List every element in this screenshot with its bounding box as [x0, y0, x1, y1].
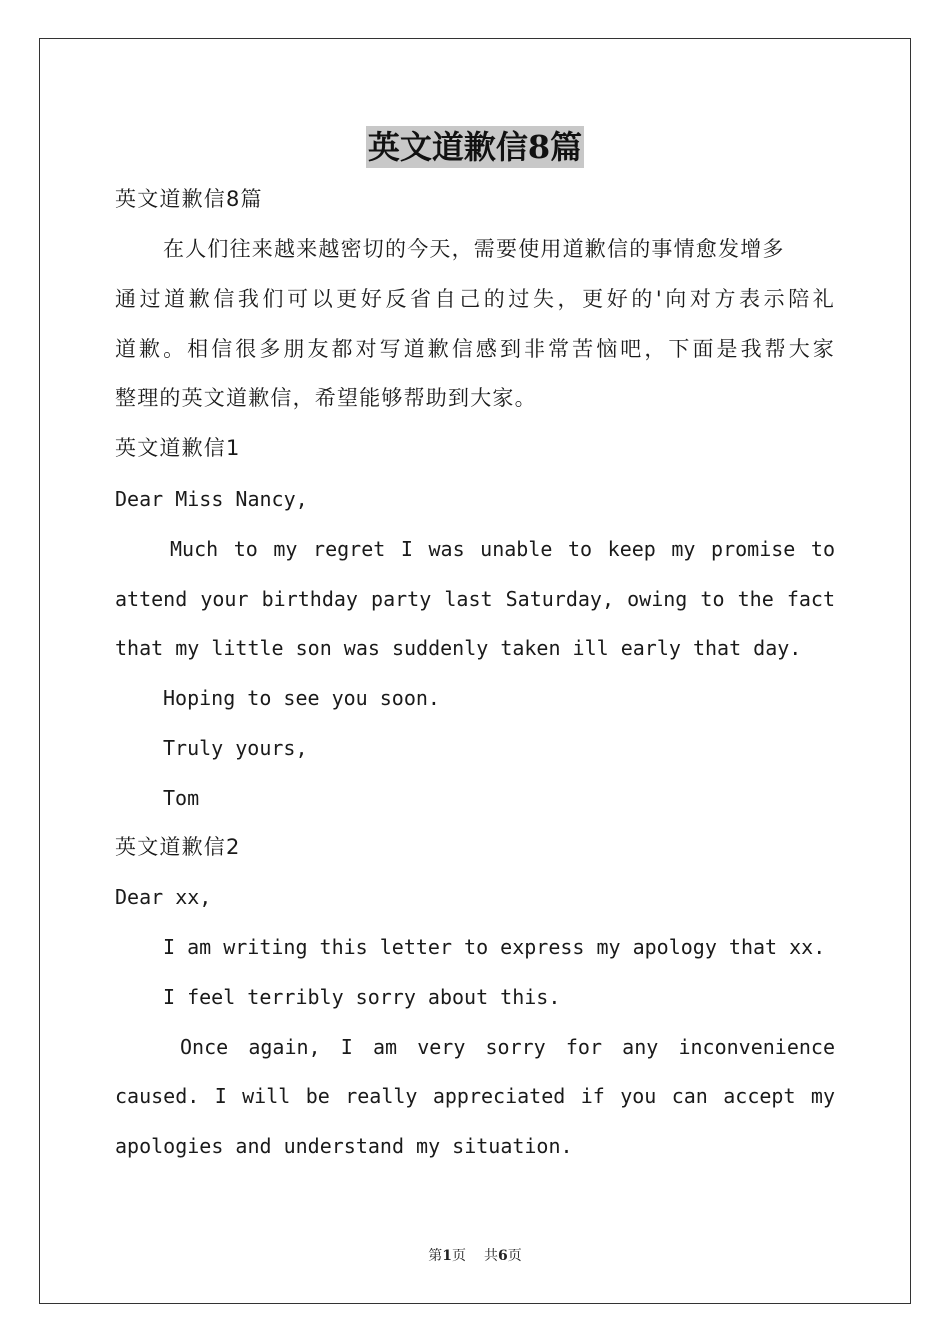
- document-title: 英文道歉信8篇: [367, 128, 583, 166]
- letter1-salutation: Dear Miss Nancy,: [115, 487, 308, 511]
- total-pages: 6: [498, 1248, 508, 1264]
- total-prefix: 共: [484, 1248, 498, 1264]
- letter2-body-line-1: Once again, I am very sorry for any inconvenience: [180, 1035, 835, 1059]
- letter1-closing: Truly yours,: [163, 736, 308, 760]
- letter2-body-line-3: apologies and understand my situation.: [115, 1134, 573, 1158]
- letter2-heading: 英文道歉信2: [115, 835, 241, 859]
- letter2-line-2: I feel terribly sorry about this.: [163, 985, 561, 1009]
- letter1-closing-hope: Hoping to see you soon.: [163, 686, 440, 710]
- intro-line-3: 道歉。相信很多朋友都对写道歉信感到非常苦恼吧，下面是我帮大家: [115, 337, 835, 361]
- letter2-body-line-2: caused. I will be really appreciated if you can accept my: [115, 1084, 835, 1108]
- page-border: [39, 38, 911, 1304]
- letter1-heading: 英文道歉信1: [115, 436, 241, 460]
- letter1-body-line-3: that my little son was suddenly taken ill early that day.: [115, 636, 802, 660]
- letter1-body-line-1: Much to my regret I was unable to keep my promise to: [170, 537, 835, 561]
- letter2-line-1: I am writing this letter to express my apology that xx.: [163, 935, 826, 959]
- letter1-body-line-2: attend your birthday party last Saturday, owing to the fact: [115, 587, 835, 611]
- page-suffix: 页: [452, 1248, 466, 1264]
- letter1-signature: Tom: [163, 786, 200, 810]
- intro-line-4: 整理的英文道歉信，希望能够帮助到大家。: [115, 386, 537, 410]
- intro-line-1: 在人们往来越来越密切的今天，需要使用道歉信的事情愈发增多: [163, 237, 785, 261]
- page-number: 1: [442, 1248, 452, 1264]
- title-block: [0, 126, 950, 168]
- page-prefix: 第: [428, 1248, 443, 1264]
- page-footer: [0, 1246, 950, 1266]
- letter2-salutation: Dear xx,: [115, 885, 212, 909]
- total-suffix: 页: [507, 1248, 522, 1264]
- subtitle: 英文道歉信8篇: [115, 187, 263, 211]
- intro-line-2: 通过道歉信我们可以更好反省自己的过失，更好的'向对方表示陪礼: [115, 287, 835, 311]
